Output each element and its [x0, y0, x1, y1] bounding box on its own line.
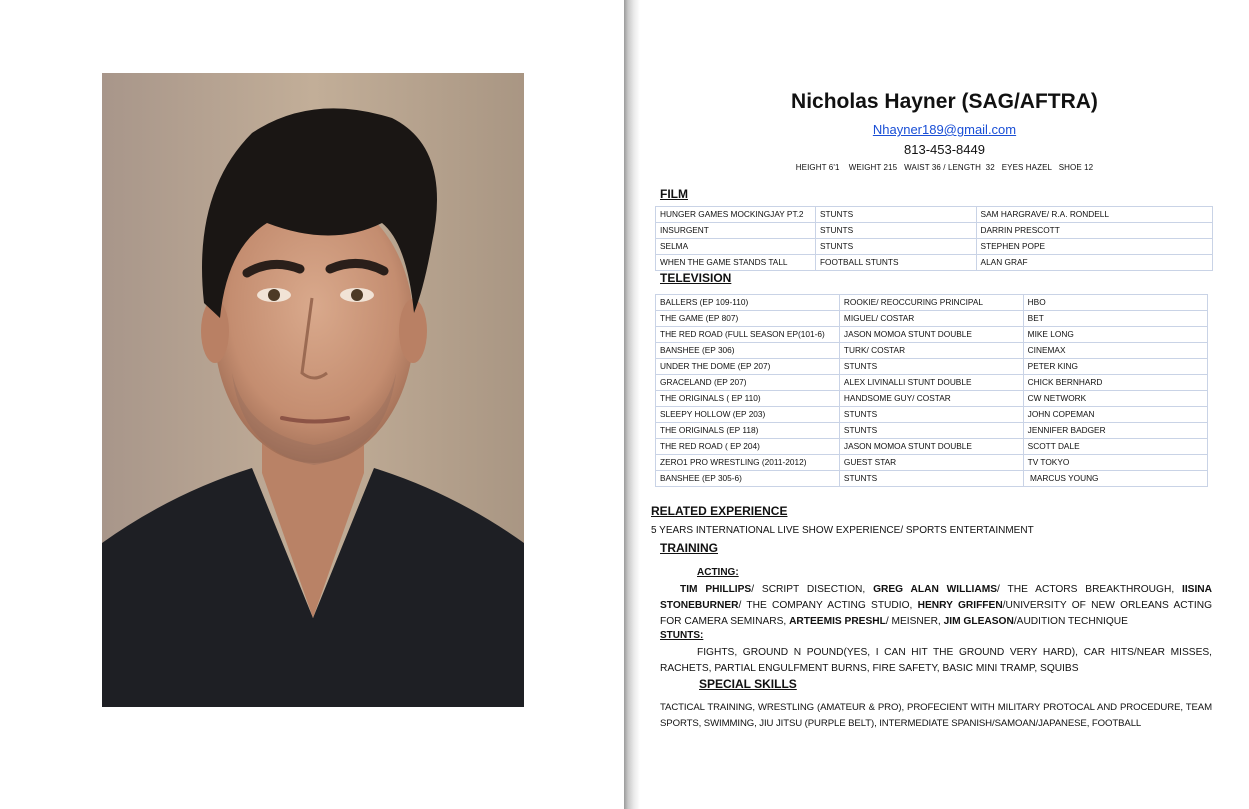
table-row [656, 223, 1213, 239]
acting-coach-name: TIM PHILLIPS [680, 584, 752, 595]
show-network: MARCUS YOUNG [1023, 471, 1207, 487]
television-table [655, 294, 1208, 487]
film-director: ALAN GRAF [976, 255, 1212, 271]
show-role: STUNTS [839, 423, 1023, 439]
film-title: INSURGENT [656, 223, 816, 239]
television-heading: TELEVISION [660, 271, 732, 285]
acting-coach-detail: / THE COMPANY ACTING STUDIO, [738, 600, 918, 611]
table-row [656, 391, 1208, 407]
stunts-training-text: FIGHTS, GROUND N POUND(YES, I CAN HIT THE GROUND VERY HARD), CAR HITS/NEAR MISSES, RACHETS, PARTIAL ENGULFMENT BURNS, FIRE SAFETY, BASIC MINI TRAMP, SQUIBS [660, 647, 1212, 674]
show-title: THE ORIGINALS (EP 118) [656, 423, 840, 439]
show-title: ZERO1 PRO WRESTLING (2011-2012) [656, 455, 840, 471]
show-title: GRACELAND (EP 207) [656, 375, 840, 391]
film-director: SAM HARGRAVE/ R.A. RONDELL [976, 207, 1212, 223]
training-heading: TRAINING [660, 541, 718, 555]
acting-subheading: ACTING: [697, 567, 739, 578]
show-network: SCOTT DALE [1023, 439, 1207, 455]
physical-stats: HEIGHT 6'1 WEIGHT 215 WAIST 36 / LENGTH 32 EYES HAZEL SHOE 12 [795, 163, 1094, 172]
show-role: GUEST STAR [839, 455, 1023, 471]
show-network: CINEMAX [1023, 343, 1207, 359]
show-network: CW NETWORK [1023, 391, 1207, 407]
show-title: BANSHEE (EP 305-6) [656, 471, 840, 487]
show-network: JENNIFER BADGER [1023, 423, 1207, 439]
acting-training-text [660, 582, 1212, 630]
table-row [656, 407, 1208, 423]
film-director: DARRIN PRESCOTT [976, 223, 1212, 239]
table-row [656, 343, 1208, 359]
acting-coach-name: ARTEEMIS PRESHL [789, 616, 886, 627]
film-role: STUNTS [815, 207, 976, 223]
table-row [656, 439, 1208, 455]
show-network: PETER KING [1023, 359, 1207, 375]
acting-coach-name: JIM GLEASON [943, 616, 1014, 627]
acting-coach-name: HENRY GRIFFEN [917, 600, 1003, 611]
show-network: MIKE LONG [1023, 327, 1207, 343]
show-title: SLEEPY HOLLOW (EP 203) [656, 407, 840, 423]
show-role: ROOKIE/ REOCCURING PRINCIPAL [839, 295, 1023, 311]
table-row [656, 359, 1208, 375]
table-row [656, 207, 1213, 223]
email-link[interactable]: Nhayner189@gmail.com [872, 122, 1017, 137]
show-role: ALEX LIVINALLI STUNT DOUBLE [839, 375, 1023, 391]
show-title: THE RED ROAD (FULL SEASON EP(101-6) [656, 327, 840, 343]
stunts-subheading: STUNTS: [660, 630, 704, 641]
page-spine-shadow [624, 0, 640, 809]
table-row [656, 239, 1213, 255]
show-title: BANSHEE (EP 306) [656, 343, 840, 359]
table-row [656, 455, 1208, 471]
acting-coach-detail: / THE ACTORS BREAKTHROUGH, [997, 584, 1182, 595]
actor-name: Nicholas Hayner (SAG/AFTRA) [791, 90, 1098, 113]
special-skills-text: TACTICAL TRAINING, WRESTLING (AMATEUR & PRO), PROFECIENT WITH MILITARY PROTOCAL AND PROCEDURE, TEAM SPORTS, SWIMMING, JIU JITSU (PURPLE BELT), INTERMEDIATE SPANISH/SAMOAN/JAPANESE, FOOTBALL [660, 702, 1212, 729]
show-network: HBO [1023, 295, 1207, 311]
phone-number: 813-453-8449 [904, 142, 985, 157]
film-title: HUNGER GAMES MOCKINGJAY PT.2 [656, 207, 816, 223]
acting-coach-detail: /UNIVERSITY OF NEW ORLEANS ACTING FOR CAMERA SEMINARS, [660, 600, 1212, 627]
table-row [656, 311, 1208, 327]
special-skills-heading: SPECIAL SKILLS [699, 677, 797, 691]
film-table [655, 206, 1213, 271]
acting-coach-name: GREG ALAN WILLIAMS [873, 584, 998, 595]
show-title: THE RED ROAD ( EP 204) [656, 439, 840, 455]
film-title: SELMA [656, 239, 816, 255]
film-heading: FILM [660, 187, 688, 201]
headshot-illustration [102, 73, 524, 707]
film-role: STUNTS [815, 223, 976, 239]
film-title: WHEN THE GAME STANDS TALL [656, 255, 816, 271]
film-role: STUNTS [815, 239, 976, 255]
acting-coach-detail: /AUDITION TECHNIQUE [1013, 616, 1128, 627]
show-role: JASON MOMOA STUNT DOUBLE [839, 439, 1023, 455]
show-role: HANDSOME GUY/ COSTAR [839, 391, 1023, 407]
table-row [656, 327, 1208, 343]
film-director: STEPHEN POPE [976, 239, 1212, 255]
show-network: CHICK BERNHARD [1023, 375, 1207, 391]
show-title: UNDER THE DOME (EP 207) [656, 359, 840, 375]
film-role: FOOTBALL STUNTS [815, 255, 976, 271]
related-experience-text: 5 YEARS INTERNATIONAL LIVE SHOW EXPERIENCE/ SPORTS ENTERTAINMENT [651, 525, 1034, 536]
table-row [656, 471, 1208, 487]
show-role: MIGUEL/ COSTAR [839, 311, 1023, 327]
show-role: STUNTS [839, 407, 1023, 423]
show-role: JASON MOMOA STUNT DOUBLE [839, 327, 1023, 343]
related-experience-heading: RELATED EXPERIENCE [651, 504, 788, 518]
table-row [656, 255, 1213, 271]
show-title: THE ORIGINALS ( EP 110) [656, 391, 840, 407]
resume-page [640, 0, 1249, 809]
show-role: STUNTS [839, 471, 1023, 487]
show-network: BET [1023, 311, 1207, 327]
show-role: STUNTS [839, 359, 1023, 375]
headshot-photo [102, 73, 524, 707]
acting-coach-detail: / SCRIPT DISECTION, [751, 584, 874, 595]
table-row [656, 295, 1208, 311]
show-title: THE GAME (EP 807) [656, 311, 840, 327]
show-title: BALLERS (EP 109-110) [656, 295, 840, 311]
show-network: TV TOKYO [1023, 455, 1207, 471]
table-row [656, 375, 1208, 391]
acting-coach-detail: / MEISNER, [885, 616, 944, 627]
show-network: JOHN COPEMAN [1023, 407, 1207, 423]
table-row [656, 423, 1208, 439]
show-role: TURK/ COSTAR [839, 343, 1023, 359]
acting-coach-name: IISINA STONEBURNER [660, 584, 1213, 611]
